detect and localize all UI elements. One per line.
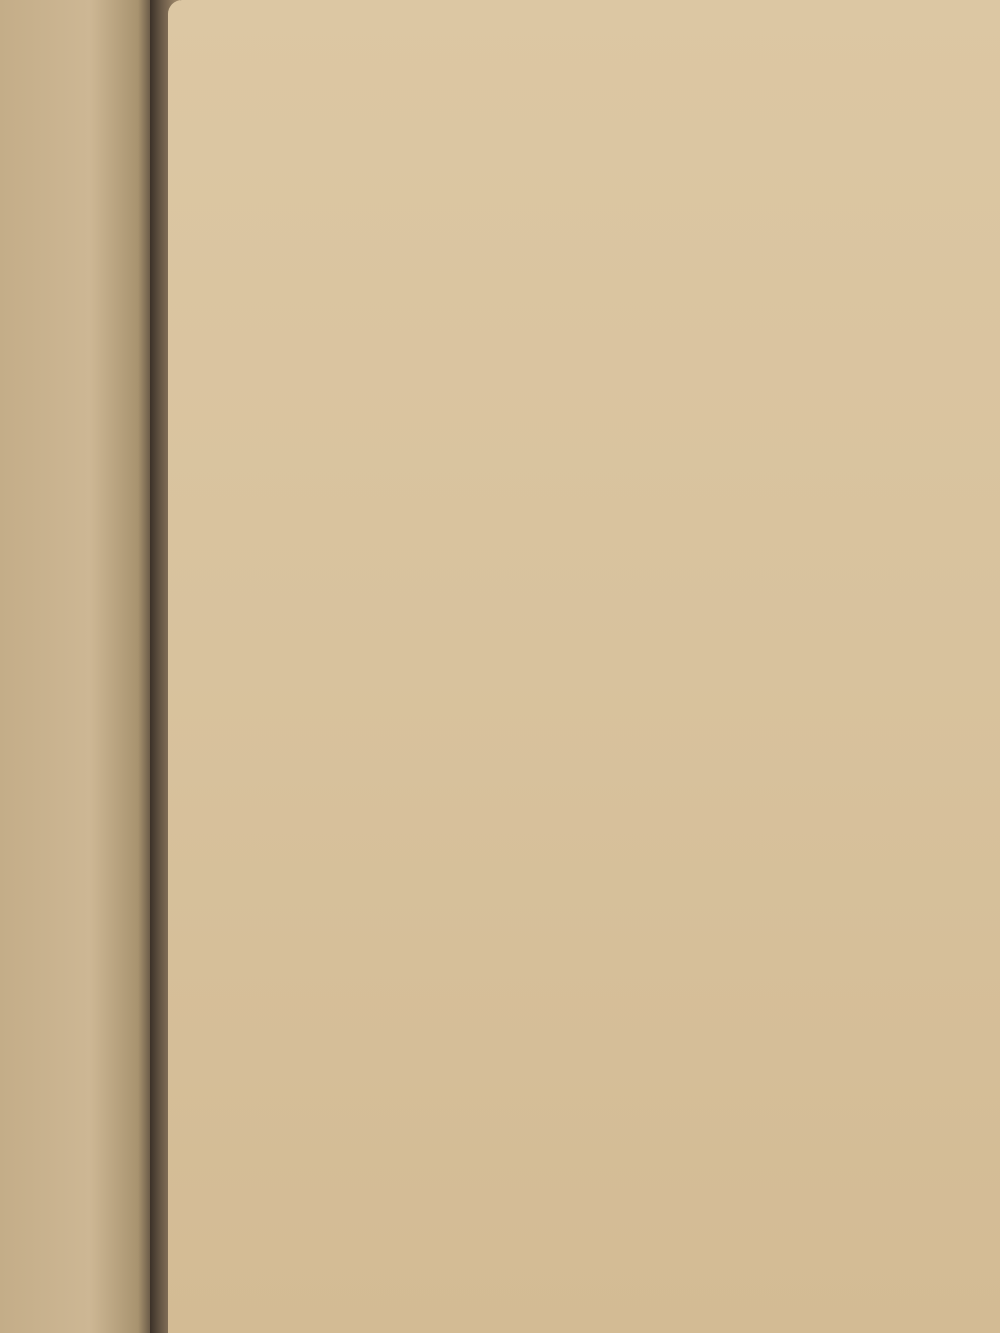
left-page-fragment (0, 0, 150, 1333)
book-page (168, 0, 1000, 1333)
table-of-contents (186, 70, 842, 116)
